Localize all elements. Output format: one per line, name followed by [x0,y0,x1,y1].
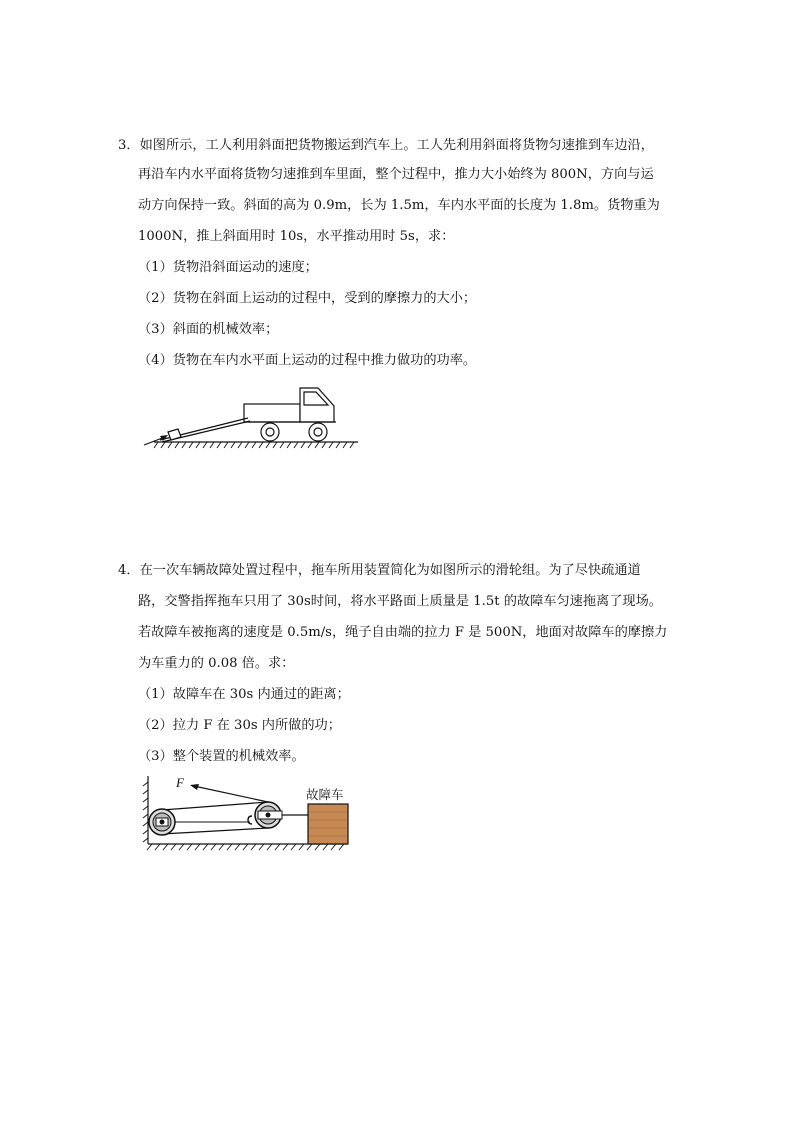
force-label: F [176,775,184,790]
wall-hatching [143,782,148,842]
question-3-sub-2: （2）货物在斜面上运动的过程中，受到的摩擦力的大小； [138,291,477,306]
rope-middle [162,828,268,834]
question-3-sub-1: （1）货物沿斜面运动的速度； [138,260,318,275]
fixed-pulley [149,809,175,835]
question-3-line-1: 3．如图所示，工人利用斜面把货物搬运到汽车上。工人先利用斜面将货物匀速推到车边沿， [118,138,654,153]
rope-free-end [194,786,268,802]
truck-rear-wheel [261,423,279,441]
question-3-line-4: 1000N，推上斜面用时 10s，水平推动用时 5s，求： [138,229,455,244]
question-4-line-3: 若故障车被拖离的速度是 0.5m/s，绳子自由端的拉力 F 是 500N，地面对故障车的摩擦力 [138,625,668,640]
question-4-line-1: 4．在一次车辆故障处置过程中，拖车所用装置简化为如图所示的滑轮组。为了尽快疏通道 [118,563,641,578]
question-4-line-4: 为车重力的 0.08 倍。求： [138,656,295,671]
truck-bed [244,404,300,422]
question-4-number: 4． [118,563,140,578]
question-3-number: 3． [118,138,140,153]
question-4-sub-1: （1）故障车在 30s 内通过的距离； [138,687,350,702]
question-3-sub-4: （4）货物在车内水平面上运动的过程中推力做功的功率。 [138,353,477,368]
force-arrow-head [190,784,199,790]
question-3-sub-3: （3）斜面的机械效率； [138,322,279,337]
rope-upper [162,802,268,810]
broken-car-block [308,804,348,844]
ground-hatching [154,442,354,448]
ground-hatching [147,844,344,850]
question-4-line-2: 路，交警指挥拖车只用了 30s时间，将水平路面上质量是 1.5t 的故障车匀速拖离了现场。 [138,594,662,609]
question-3-line-3: 动方向保持一致。斜面的高为 0.9m，长为 1.5m，车内水平面的长度为 1.8m。货物重为 [138,198,660,213]
ramp-truck-figure [138,380,370,452]
question-4-sub-2: （2）拉力 F 在 30s 内所做的功； [138,718,341,733]
broken-car-label: 故障车 [306,787,344,802]
hook [248,816,252,824]
question-4-sub-3: （3）整个装置的机械效率。 [138,749,305,764]
movable-pulley [248,802,282,828]
truck-front-wheel [309,423,327,441]
question-3-line-2: 再沿车内水平面将货物匀速推到车里面，整个过程中，推力大小始终为 800N，方向与运 [138,167,654,182]
pulley-figure [140,772,356,856]
